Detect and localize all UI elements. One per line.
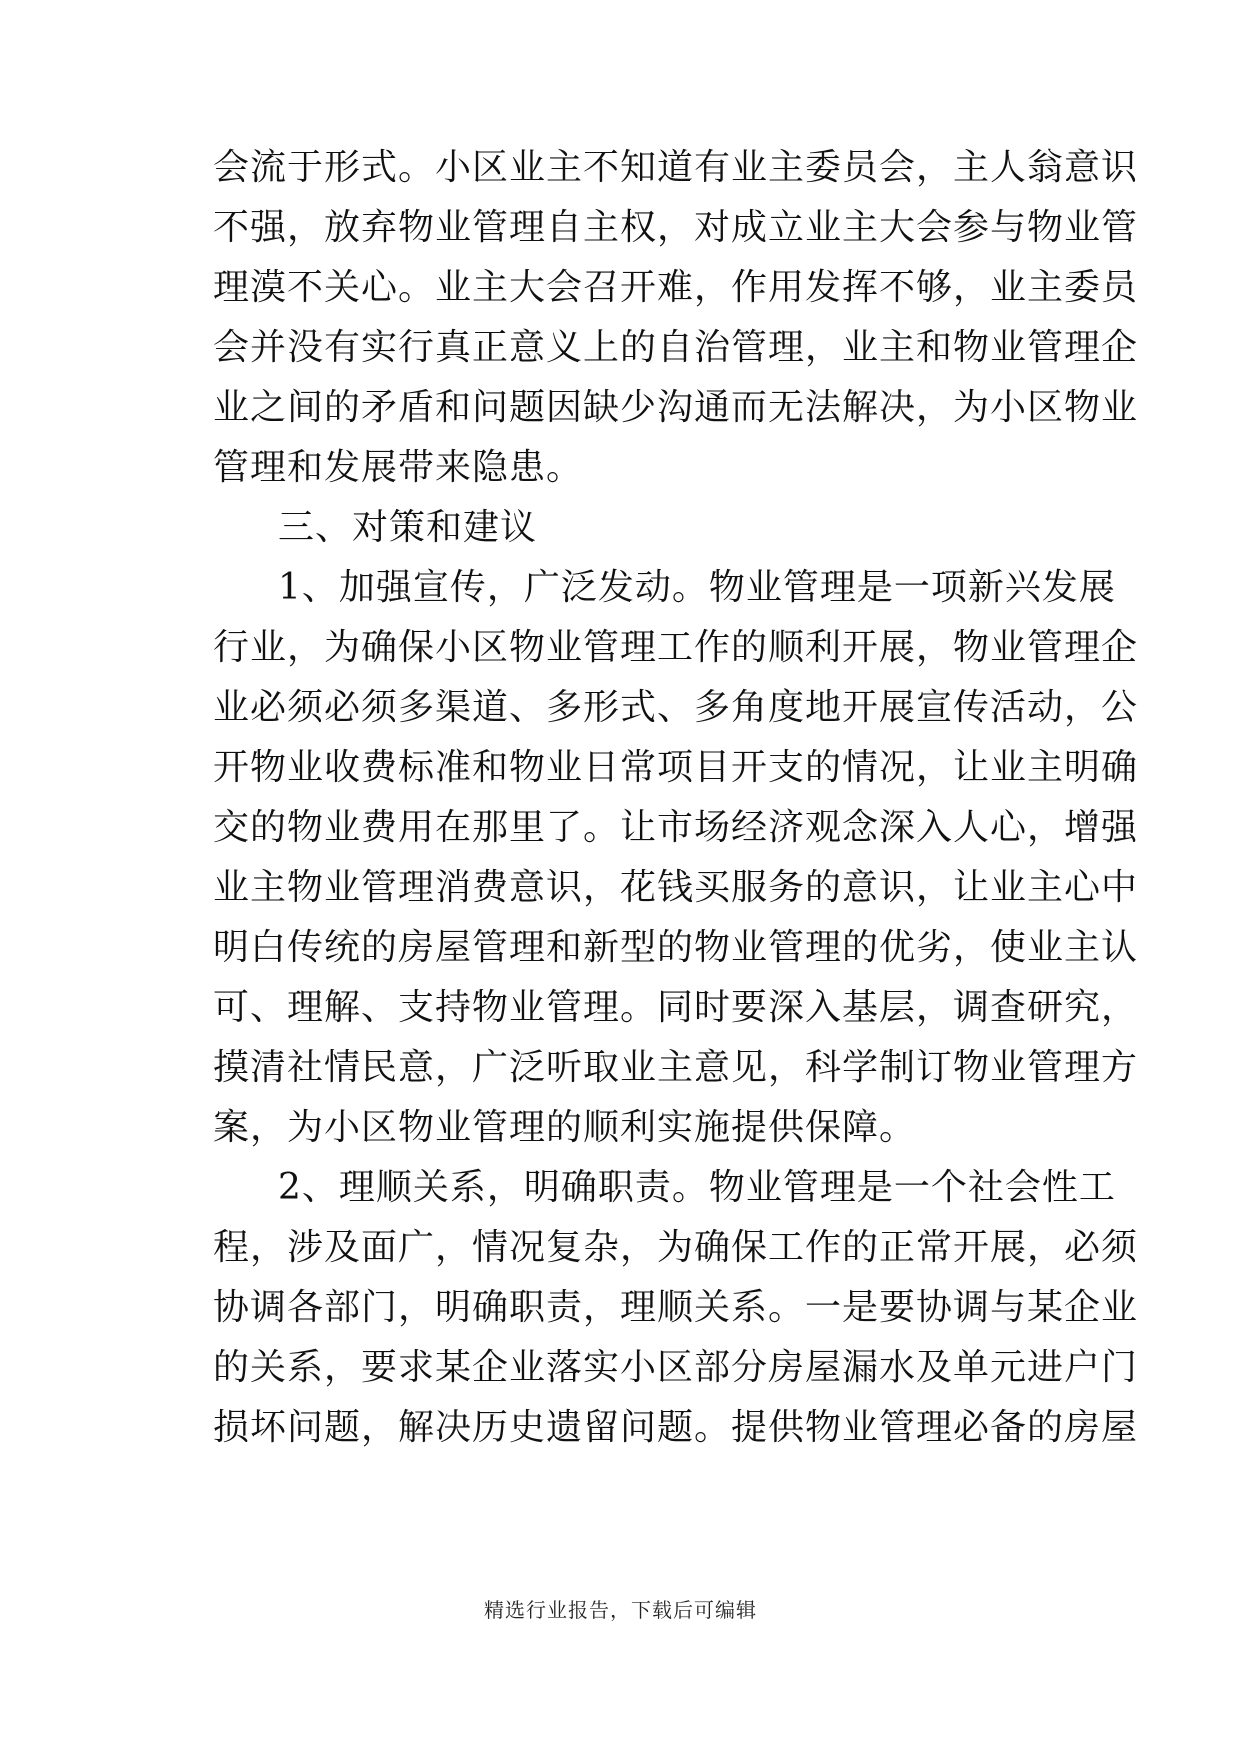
paragraph-line: 业主物业管理消费意识，花钱买服务的意识，让业主心中 xyxy=(213,867,1139,908)
paragraph-line: 不强，放弃物业管理自主权，对成立业主大会参与物业管 xyxy=(213,207,1139,248)
paragraph-line: 业必须必须多渠道、多形式、多角度地开展宣传活动，公 xyxy=(213,687,1139,728)
paragraph-line: 摸清社情民意，广泛听取业主意见，科学制订物业管理方 xyxy=(213,1047,1139,1088)
paragraph-line: 管理和发展带来隐患。 xyxy=(213,447,584,488)
paragraph-line: 交的物业费用在那里了。让市场经济观念深入人心，增强 xyxy=(213,807,1139,848)
paragraph-line: 行业，为确保小区物业管理工作的顺利开展，物业管理企 xyxy=(213,627,1139,668)
paragraph-first-line: 2、理顺关系，明确职责。物业管理是一个社会性工 xyxy=(278,1167,1116,1208)
paragraph-line: 明白传统的房屋管理和新型的物业管理的优劣，使业主认 xyxy=(213,927,1139,968)
paragraph-line: 程，涉及面广，情况复杂，为确保工作的正常开展，必须 xyxy=(213,1227,1139,1268)
paragraph-line: 的关系，要求某企业落实小区部分房屋漏水及单元进户门 xyxy=(213,1347,1139,1388)
paragraph-line: 协调各部门，明确职责，理顺关系。一是要协调与某企业 xyxy=(213,1287,1139,1328)
paragraph-line: 案，为小区物业管理的顺利实施提供保障。 xyxy=(213,1107,917,1148)
paragraph-line: 可、理解、支持物业管理。同时要深入基层，调查研究， xyxy=(213,987,1139,1028)
paragraph-line: 开物业收费标准和物业日常项目开支的情况，让业主明确 xyxy=(213,747,1139,788)
page-footer: 精选行业报告，下载后可编辑 xyxy=(484,1598,757,1622)
paragraph-line: 会流于形式。小区业主不知道有业主委员会，主人翁意识 xyxy=(213,147,1139,188)
section-heading: 三、对策和建议 xyxy=(278,507,538,548)
paragraph-line: 会并没有实行真正意义上的自治管理，业主和物业管理企 xyxy=(213,327,1139,368)
paragraph-first-line: 1、加强宣传，广泛发动。物业管理是一项新兴发展 xyxy=(278,567,1116,608)
paragraph-line: 损坏问题，解决历史遗留问题。提供物业管理必备的房屋 xyxy=(213,1407,1139,1448)
paragraph-line: 理漠不关心。业主大会召开难，作用发挥不够，业主委员 xyxy=(213,267,1139,308)
paragraph-line: 业之间的矛盾和问题因缺少沟通而无法解决，为小区物业 xyxy=(213,387,1139,428)
